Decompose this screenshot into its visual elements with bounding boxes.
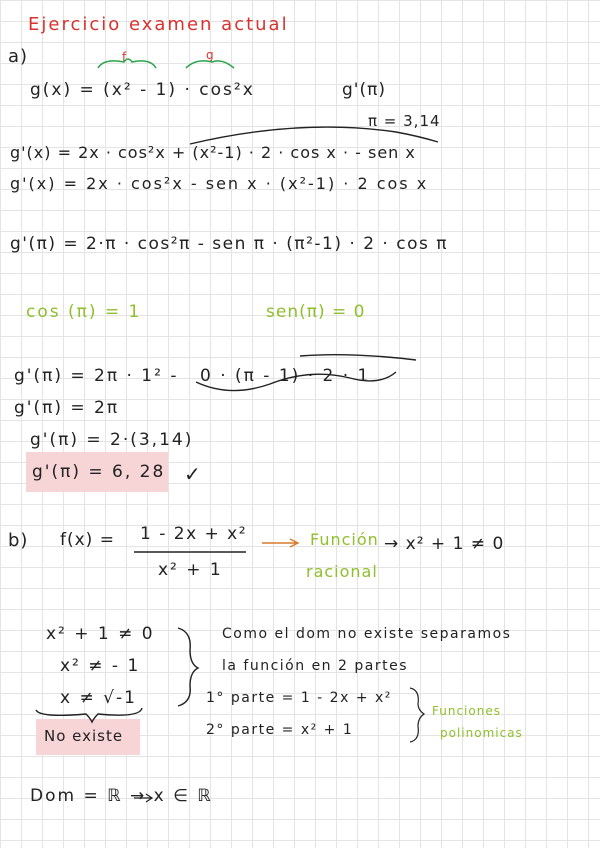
check-mark-icon: ✓ [184,462,202,486]
evaluation-at-pi: g'(π) = 2·π · cos²π - sen π · (π²-1) · 2 · cos π [10,234,448,254]
f-lhs: f(x) = [60,530,115,550]
domain-statement: Dom = ℝ → x ∈ ℝ [30,786,213,806]
big-brace [178,628,198,706]
pi-value: π = 3,14 [368,112,441,130]
g-prime-pi-heading: g'(π) [342,80,386,100]
derivative-line-1: g'(x) = 2x · cos²x + (x²-1) · 2 · cos x · - sen x [10,143,416,162]
part-b-label: b) [8,530,29,551]
cos-pi-value: cos (π) = 1 [26,302,142,322]
funcion-word: Función [310,530,379,549]
fraction-numerator: 1 - 2x + x² [140,524,248,544]
brace-g-label: g [206,48,215,62]
condition-3: x ≠ √-1 [60,688,137,708]
small-brace [410,688,424,742]
polynomial-label-2: polinomicas [440,726,523,740]
arrow-right-icon [262,539,298,547]
final-result: g'(π) = 6, 28 [32,462,166,482]
step-1-kept: g'(π) = 2π · 1² - [14,366,179,386]
polynomial-label-1: Funciones [432,704,501,718]
part-2-expr: 2° parte = x² + 1 [206,722,354,738]
step-1-crossed: 0 · (π - 1) · 2 · 1 [200,366,371,386]
note-line-1: Como el dom no existe separamos [222,626,512,642]
part-a-label: a) [8,46,29,67]
g-definition: g(x) = (x² - 1) · cos²x [30,80,255,100]
part-1-expr: 1° parte = 1 - 2x + x² [206,690,392,706]
step-3: g'(π) = 2·(3,14) [30,430,194,450]
condition-1: x² + 1 ≠ 0 [46,624,155,644]
sen-pi-value: sen(π) = 0 [266,302,366,322]
no-existe-label: No existe [44,727,124,745]
fraction-denominator: x² + 1 [158,560,223,580]
brace-f-label: f [122,50,128,64]
step-2: g'(π) = 2π [14,398,120,418]
note-line-2: la función en 2 partes [222,658,408,674]
condition-arrow: → x² + 1 ≠ 0 [384,534,505,554]
condition-2: x² ≠ - 1 [60,656,141,676]
derivative-line-2: g'(x) = 2x · cos²x - sen x · (x²-1) · 2 cos x [10,174,429,193]
page-title: Ejercicio examen actual [28,14,289,35]
racional-word: racional [306,562,378,581]
